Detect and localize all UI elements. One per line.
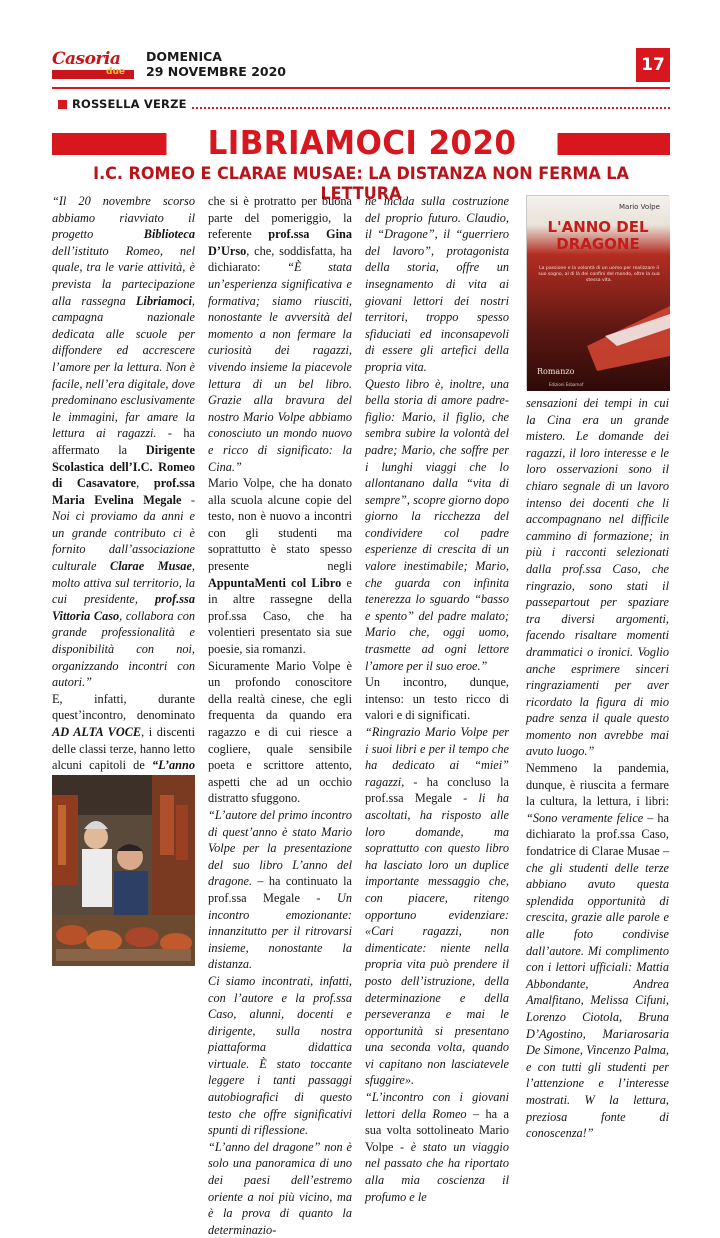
dotted-rule — [192, 107, 670, 109]
paragraph: Questo libro è, inoltre, una bella storia di amore padre-figlio: Mario, il figlio, che sembra subire la volontà del padre; Mario, che soffre per i lunghi viaggi che lo allontanano dalla “vita di sempre”, scopre giorno dopo giorno la ricchezza del condividere col padre esperienze di crescita di un valore inestimabile; Mario, che guarda con infinita tenerezza lo sguardo “basso e spento” del padre malato; Mario che, oggi uomo, trasmette ad ogni lettore l’amore per il suo eroe.” — [365, 376, 509, 673]
paragraph: che si è protratto per buona parte del pomeriggio, la referente prof.ssa Gina D’Urso, che, soddisfatta, ha dichiarato: “È stata un’esperienza significativa e formativa; siamo riusciti, nonostante le avversità del momento a non fermare la curiosità dei ragazzi, vivendo insieme la piacevole lettura di un bel libro. Grazie alla bravura del nostro Mario Volpe abbiamo conosciuto un mondo nuovo e ricco di significato: la Cina.” — [208, 194, 352, 474]
newspaper-logo — [52, 51, 134, 79]
article-column-4 — [526, 395, 669, 1142]
shop-photo — [52, 775, 195, 966]
author-name: ROSSELLA VERZE — [72, 97, 187, 111]
paragraph: “L’autore del primo incontro di quest’anno è stato Mario Volpe per la presentazione del suo libro L’anno del dragone. – ha continuato la prof.ssa Megale - Un incontro emozionante: innanzitutto per il ritrovarsi insieme, nonostante la distanza. — [208, 807, 352, 972]
issue-date — [146, 49, 286, 79]
logo-word: Casoria — [52, 49, 121, 69]
book-publisher: Edizioni Esbarnof — [549, 382, 584, 387]
paragraph: sensazioni dei tempi in cui la Cina era un grande mistero. Le domande dei ragazzi, il loro interesse e le loro osservazioni sono il chiaro segnale di un lavoro intenso dei docenti che li accompagnano nel difficile cammino di formazione; in più i racconti selezionati dalla prof.ssa Caso, che ringrazio, sono stati il passepartout per spaziare tra diversi argomenti, facendo risaltare momenti drammatici o ironici. Voglio anche esprimere sinceri ringraziamenti per aver ricordato la figura di mio padre senza il quale questo momento non avrebbe mai avuto luogo.” — [526, 396, 669, 759]
paragraph: “Il 20 novembre scorso abbiamo riavviato il progetto Biblioteca dell’istituto Romeo, nel quale, tra le varie attività, è prevista la partecipazione alla rassegna Libriamoci, campagna nazionale dedicata alle scuole per diffondere ed accrescere l’amore per la lettura. Non è facile, nell’era digitale, dove predominano esclusivamente le immagini, far amare la lettura ai ragazzi. - ha affermato la Dirigente Scolastica dell’I.C. Romeo di Casavatore, prof.ssa Maria Evelina Megale - Noi ci proviamo da anni e un grande contributo ci è fornito dall’associazione culturale Clarae Musae, molto attiva sul territorio, la cui presidente, prof.ssa Vittoria Caso, collabora con grande professionalità e disponibilità con noi, organizzando incontri con autori.” — [52, 194, 195, 690]
book-cover-art — [527, 196, 670, 391]
paragraph: Sicuramente Mario Volpe è un profondo conoscitore della realtà cinese, che egli frequenta da quando era ragazzo e di cui riesce a cogliere, quale sensibile poeta e scrittore attento, aspetti che ad un occhio distratto sfuggono. — [208, 658, 352, 806]
byline-square-icon — [58, 100, 67, 109]
paragraph: ne incida sulla costruzione del proprio futuro. Claudio, il “Dragone”, il “guerriero del lavoro”, protagonista della storia, offre un insegnamento di vita ai giovani lettori dei nostri territori, troppo spesso sfiduciati ed inconsapevoli di essere gli artefici della propria vita. — [365, 194, 509, 374]
article-column-2 — [208, 193, 352, 1238]
issue-date-text: 29 NOVEMBRE 2020 — [146, 64, 286, 79]
book-title-line2: DRAGONE — [556, 235, 640, 253]
byline — [52, 97, 670, 113]
page-header — [0, 0, 720, 95]
book-author: Mario Volpe — [619, 203, 660, 211]
book-label: Romanzo — [537, 367, 575, 376]
paragraph: Mario Volpe, che ha donato alla scuola alcune copie del testo, non è nuovo a incontri con gli studenti ma soprattutto è stato spesso presente negli AppuntaMenti col Libro e in altre rassegne della prof.ssa Caso, che ha volentieri presentato sia sue poesie, sia romanzi. — [208, 476, 352, 657]
shop-photo-image — [52, 775, 195, 966]
book-blurb: La passione e la volontà di un uomo per realizzare il suo sogno, al di là dei confini del mondo, oltre la sua stessa vita. — [538, 266, 660, 283]
paragraph: “L’incontro con i giovani lettori della Romeo – ha a sua volta sottolineato Mario Volpe - è stato un viaggio nel passato che ha riportato alla mia coscienza il profumo e le — [365, 1090, 509, 1204]
book-cover — [526, 195, 669, 390]
header-divider — [52, 87, 670, 89]
article-column-3 — [365, 193, 509, 1205]
paragraph: Nemmeno la pandemia, dunque, è riuscita a fermare la cultura, la lettura, i libri: “Sono veramente felice – ha dichiarato la prof.ssa Caso, fondatrice di Clarae Musae – che gli studenti delle terze abbiano avuto questa splendida opportunità di crescita, grazie alle parole e alle foto condivise dall’autore. Mi complimento con i lettori ufficiali: Mattia Abbondante, Andrea Amalfitano, Melissa Cifuni, Lorenzo Ciotola, Bruna D’Agostino, Mariarosaria De Simone, Vincenzo Palma, e con tutti gli studenti per l’attenzione e l’interesse mostrati. W la lettura, preziosa fonte di conoscenza!” — [526, 761, 670, 1141]
headline — [52, 123, 670, 163]
paragraph: “Ringrazio Mario Volpe per i suoi libri e per il tempo che ha dedicato ai “miei” ragazzi, - ha concluso la prof.ssa Megale - li ha ascoltati, ha risposto alle loro domande, ma soprattutto con questo libro ha lasciato loro un duplice importante messaggio che, con piacere, ritengo opportuno evidenziare: «Cari ragazzi, non dimenticate: niente nella propria vita può prendere il posto dell’istruzione, della determinazione e della perseveranza e mai le opportunità si presentano una seconda volta, quando vi capitano non lasciatevele sfuggire». — [365, 725, 509, 1088]
issue-day: DOMENICA — [146, 49, 222, 64]
book-title-line1: L'ANNO DEL — [547, 218, 649, 236]
subheadline: I.C. ROMEO E CLARAE MUSAE: LA DISTANZA NON FERMA LA LETTURA — [93, 164, 629, 203]
paragraph: E, infatti, durante quest’incontro, denominato AD ALTA VOCE, i discenti delle classi terze, hanno letto alcuni capitoli de “L’anno — [52, 691, 195, 773]
logo-word-secondary: due — [106, 67, 125, 77]
paragraph: Ci siamo incontrati, infatti, con l’autore e la prof.ssa Caso, alunni, docenti e dirigente, sulla nostra piattaforma didattica virtuale. È stato toccante leggere i tanti passaggi autobiografici di questo testo che offre significativi spunti di riflessione. — [208, 973, 352, 1138]
headline-title: LIBRIAMOCI 2020 — [166, 123, 557, 163]
page-number-badge: 17 — [636, 48, 670, 82]
paragraph: “L’anno del dragone” non è solo una panoramica di uno dei paesi dell’estremo oriente a noi più vicino, ma è la prova di quanto la determinazio- — [208, 1139, 352, 1237]
paragraph: Un incontro, dunque, intenso: un testo ricco di valori e di significati. — [365, 675, 509, 723]
